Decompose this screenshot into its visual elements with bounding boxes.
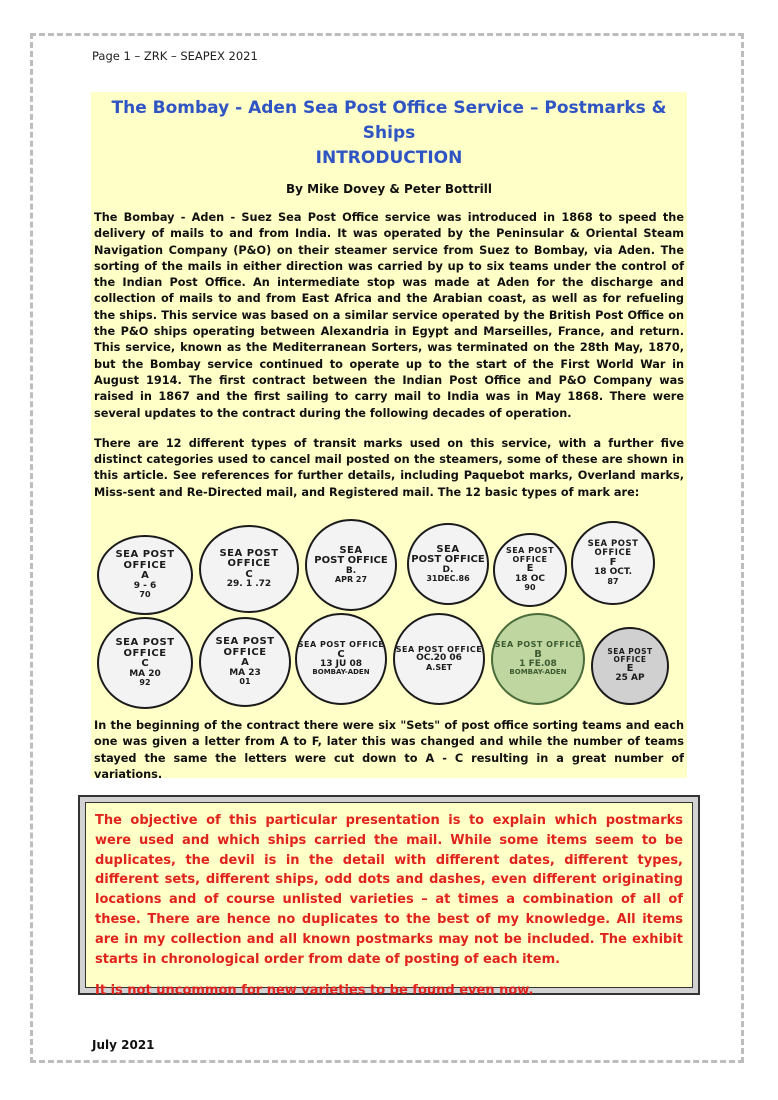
postmark-text: SEA POST OFFICE — [607, 647, 653, 665]
postmark-extra: 01 — [239, 677, 251, 687]
postmark-text: SEA POST OFFICE — [505, 546, 555, 564]
byline: By Mike Dovey & Peter Bottrill — [285, 182, 492, 196]
postmark-text: SEA POST OFFICE — [297, 640, 385, 650]
postmark-location: BOMBAY-ADEN — [312, 668, 370, 677]
postmark-3 — [305, 519, 397, 611]
postmark-extra: 92 — [139, 678, 151, 688]
postmark-location: BOMBAY-ADEN — [509, 668, 567, 677]
intro-paragraph-2: There are 12 different types of transit marks used on this service, with a further five distinct categories used to cancel mail posted on the steamers, some of these are shown in this article. See references for further details, including Paquebot marks, Overland marks, Miss-sent and Re-Directed mail, and Registered mail. The 12 basic types of mark are: — [94, 436, 684, 499]
page-footer-date: July 2021 — [92, 1038, 155, 1052]
postmark-1 — [97, 535, 193, 615]
postmark-text: SEA POST OFFICE — [115, 637, 175, 659]
objective-text: The objective of this particular presentation is to explain which postmarks were used and which ships carried the mail. While some items seem to be duplicates, the devil is in the detail with different dates, different types, different sets, different ships, odd dots and dashes, even different originating locations and of course unlisted varieties – at times a combination of all of these. There are hence no duplicates to the best of my knowledge. All items are in my collection and all known postmarks may not be included. The exhibit starts in chronological order from date of posting of each item. — [95, 813, 683, 967]
postmark-set: E — [526, 563, 534, 575]
postmark-date: 13 JU 08 — [320, 659, 362, 670]
postmark-9 — [295, 613, 387, 705]
postmark-date: 1 FE.08 — [519, 659, 557, 670]
postmark-text: SEA — [436, 543, 460, 555]
postmark-set-label: A.SET — [425, 662, 453, 672]
postmark-date: 25 AP — [615, 673, 645, 684]
postmark-set: E — [626, 662, 634, 674]
page-title — [91, 92, 687, 171]
postmark-set: C — [245, 568, 253, 580]
title-line-1: The Bombay - Aden Sea Post Office Service – Postmarks & Ships — [111, 98, 667, 143]
postmark-text: POST OFFICE — [314, 555, 388, 567]
postmark-10 — [393, 613, 485, 705]
postmark-set: B. — [345, 565, 357, 576]
postmark-extra: 70 — [139, 590, 151, 600]
postmark-text: SEA POST OFFICE — [115, 549, 175, 571]
postmark-8 — [199, 617, 291, 707]
postmark-text: SEA POST OFFICE — [587, 538, 639, 558]
objective-note: It is not uncommon for new varieties to be found even now. — [95, 983, 534, 999]
postmark-set: F — [609, 556, 617, 568]
postmark-date: APR 27 — [334, 575, 368, 585]
postmark-date: MA 20 — [129, 668, 161, 679]
postmark-text: SEA — [339, 544, 363, 556]
postmark-date: 18 OCT. — [593, 567, 633, 578]
postmark-date: 29. 1 .72 — [226, 579, 272, 590]
postmark-set: A — [241, 657, 249, 669]
postmark-set: A — [141, 570, 149, 582]
postmark-text: SEA POST OFFICE — [494, 640, 582, 650]
postmark-extra: 90 — [524, 583, 536, 593]
postmark-set: C — [141, 658, 149, 670]
intro-paragraph-1: The Bombay - Aden - Suez Sea Post Office service was introduced in 1868 to speed the delivery of mails to and from India. It was operated by the Peninsular & Oriental Steam Navigation Company (P&O) on their steamer service from Suez to Bombay, via Aden. The sorting of the mails in either direction was carried by up to six teams under the control of the Indian Post Office. An intermediate stop was made at Aden for the discharge and collection of mails to and from East Africa and the Arabian coast, as well as for refueling the ships. This service was based on a similar service operated by the British Post Office on the P&O ships operating between Alexandria in Egypt and Marseilles, France, and return. This service, known as the Mediterranean Sorters, was terminated on the 28th May, 1870, but the Bombay service continued to operate up to the start of the First World War in August 1914. The first contract between the Indian Post Office and P&O Company was raised in 1867 and the first sailing to carry mail to India was in May 1868. There were several updates to the contract during the following decades of operation. — [94, 211, 684, 420]
postmark-4 — [407, 523, 489, 605]
postmark-2 — [199, 525, 299, 613]
intro-paragraph-3: In the beginning of the contract there were six "Sets" of post office sorting teams and each one was given a letter from A to F, later this was changed and while the number of teams stayed the same the letters were cut down to A - C resulting in a great number of variations. — [94, 719, 684, 781]
postmark-date: 9 - 6 — [133, 580, 157, 591]
postmark-date: OC.20 06 — [416, 653, 462, 664]
postmark-date: 18 OC — [515, 573, 545, 584]
postmark-text: SEA POST OFFICE — [395, 644, 483, 654]
postmark-6 — [571, 521, 655, 605]
postmark-date: 31DEC.86 — [426, 574, 470, 584]
postmark-date: MA 23 — [229, 667, 261, 678]
page-header: Page 1 – ZRK – SEAPEX 2021 — [92, 49, 258, 63]
postmark-extra: 87 — [607, 576, 619, 586]
postmark-set: D. — [442, 564, 454, 575]
title-line-2: INTRODUCTION — [315, 148, 463, 168]
postmark-text: SEA POST OFFICE — [219, 547, 279, 570]
postmark-12 — [591, 627, 669, 705]
postmark-text: POST OFFICE — [411, 554, 485, 566]
postmark-7 — [97, 617, 193, 709]
postmark-5 — [493, 533, 567, 607]
objective-inner — [85, 802, 693, 999]
postmark-text: SEA POST OFFICE — [215, 636, 275, 658]
postmark-set: C — [337, 648, 345, 660]
introduction-box — [91, 92, 687, 781]
objective-box — [78, 795, 700, 999]
postmark-11 — [491, 613, 585, 705]
postmark-set: B — [534, 648, 542, 660]
